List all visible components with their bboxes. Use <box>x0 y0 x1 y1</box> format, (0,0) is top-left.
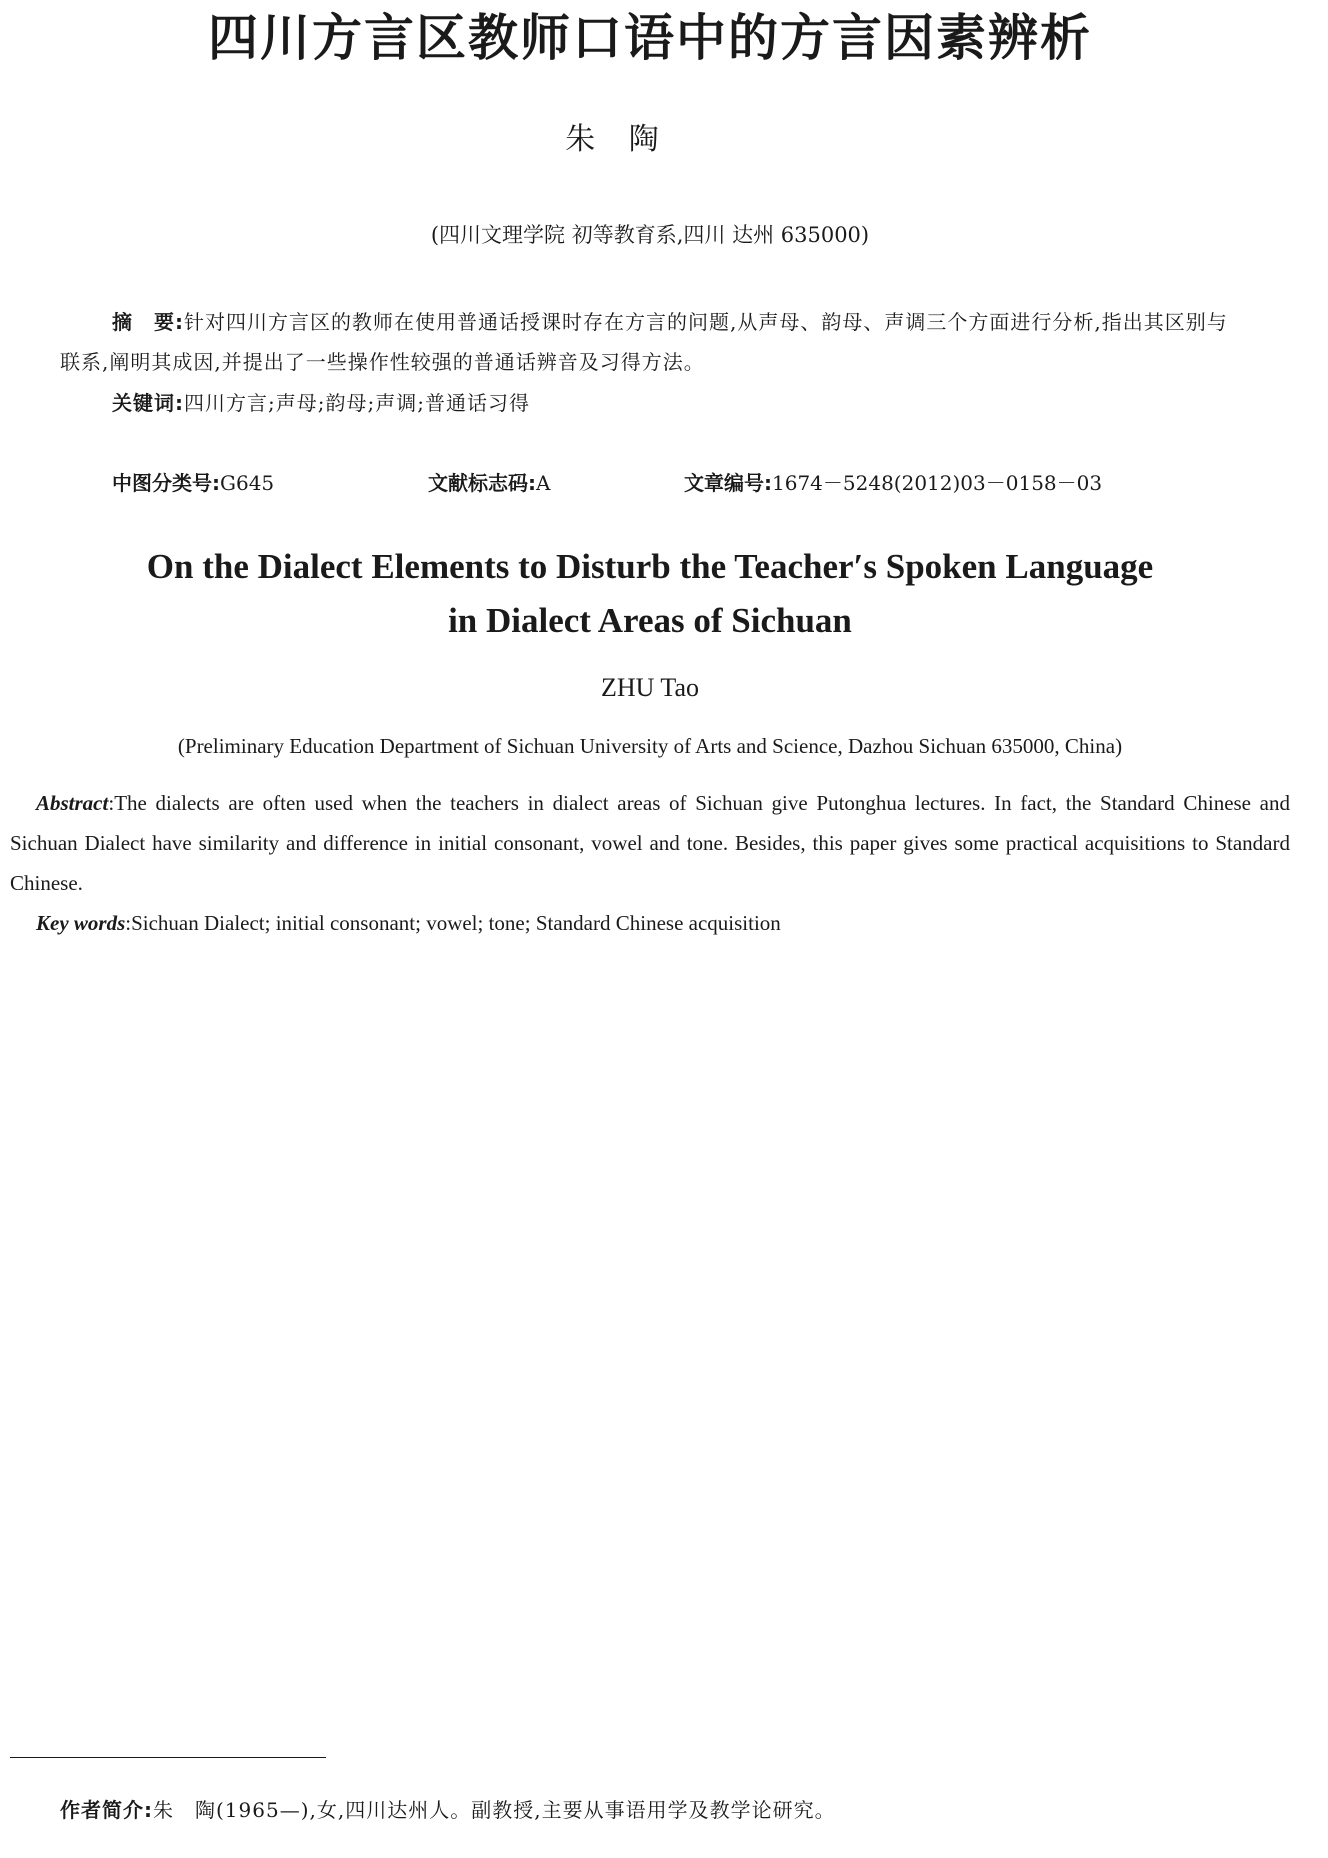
chinese-keywords <box>112 383 1262 423</box>
english-keywords-text: Sichuan Dialect; initial consonant; vowel; tone; Standard Chinese acquisition <box>131 911 781 935</box>
chinese-keywords-label: 关键词: <box>112 391 184 415</box>
chinese-abstract-text: 针对四川方言区的教师在使用普通话授课时存在方言的问题,从声母、韵母、声调三个方面进行分析,指出其区别与联系,阐明其成因,并提出了一些操作性较强的普通话辨音及习得方法。 <box>60 310 1228 374</box>
document-code <box>428 463 550 503</box>
english-author: ZHU Tao <box>600 673 700 702</box>
chinese-affiliation: (四川文理学院 初等教育系,四川 达州 635000) <box>430 223 870 247</box>
chinese-title: 四川方言区教师口语中的方言因素辨析 <box>208 9 1092 67</box>
chinese-abstract-label: 摘 要: <box>112 310 184 334</box>
chinese-author: 朱 陶 <box>565 122 659 157</box>
english-keywords-label: Key words <box>36 911 126 935</box>
article-number-label: 文章编号: <box>684 471 772 495</box>
document-code-label: 文献标志码: <box>428 471 536 495</box>
english-keywords <box>36 903 1286 943</box>
clc-number-value: G645 <box>220 471 275 495</box>
english-abstract-text: The dialects are often used when the teachers in dialect areas of Sichuan give Putonghua lectures. In fact, the Standard Chinese and Sichuan Dialect have similarity and difference in initial consonant, vowel and tone. Besides, this paper gives some practical acquisitions to Standard Chinese. <box>10 791 1290 895</box>
english-abstract <box>10 783 1290 903</box>
footnote-label: 作者简介: <box>60 1798 153 1822</box>
english-keywords-colon: : <box>125 911 132 935</box>
article-number <box>684 463 1102 503</box>
chinese-keywords-text: 四川方言;声母;韵母;声调;普通话习得 <box>184 391 530 415</box>
clc-number <box>112 463 274 503</box>
english-title-line-2: in Dialect Areas of Sichuan <box>448 601 852 640</box>
footnote-divider <box>10 1757 326 1758</box>
english-title-line-1: On the Dialect Elements to Disturb the Teacher′s Spoken Language <box>146 547 1154 586</box>
english-title <box>0 540 1300 648</box>
chinese-abstract <box>60 302 1240 382</box>
english-abstract-colon: : <box>108 791 115 815</box>
english-affiliation: (Preliminary Education Department of Sichuan University of Arts and Science, Dazhou Sichuan 635000, China) <box>177 734 1123 758</box>
clc-number-label: 中图分类号: <box>112 471 220 495</box>
author-footnote <box>60 1790 1280 1830</box>
article-number-value: 1674－5248(2012)03－0158－03 <box>772 471 1103 495</box>
english-abstract-label: Abstract <box>36 791 109 815</box>
document-code-value: A <box>536 471 551 495</box>
footnote-text: 朱 陶(1965—),女,四川达州人。副教授,主要从事语用学及教学论研究。 <box>153 1798 836 1822</box>
